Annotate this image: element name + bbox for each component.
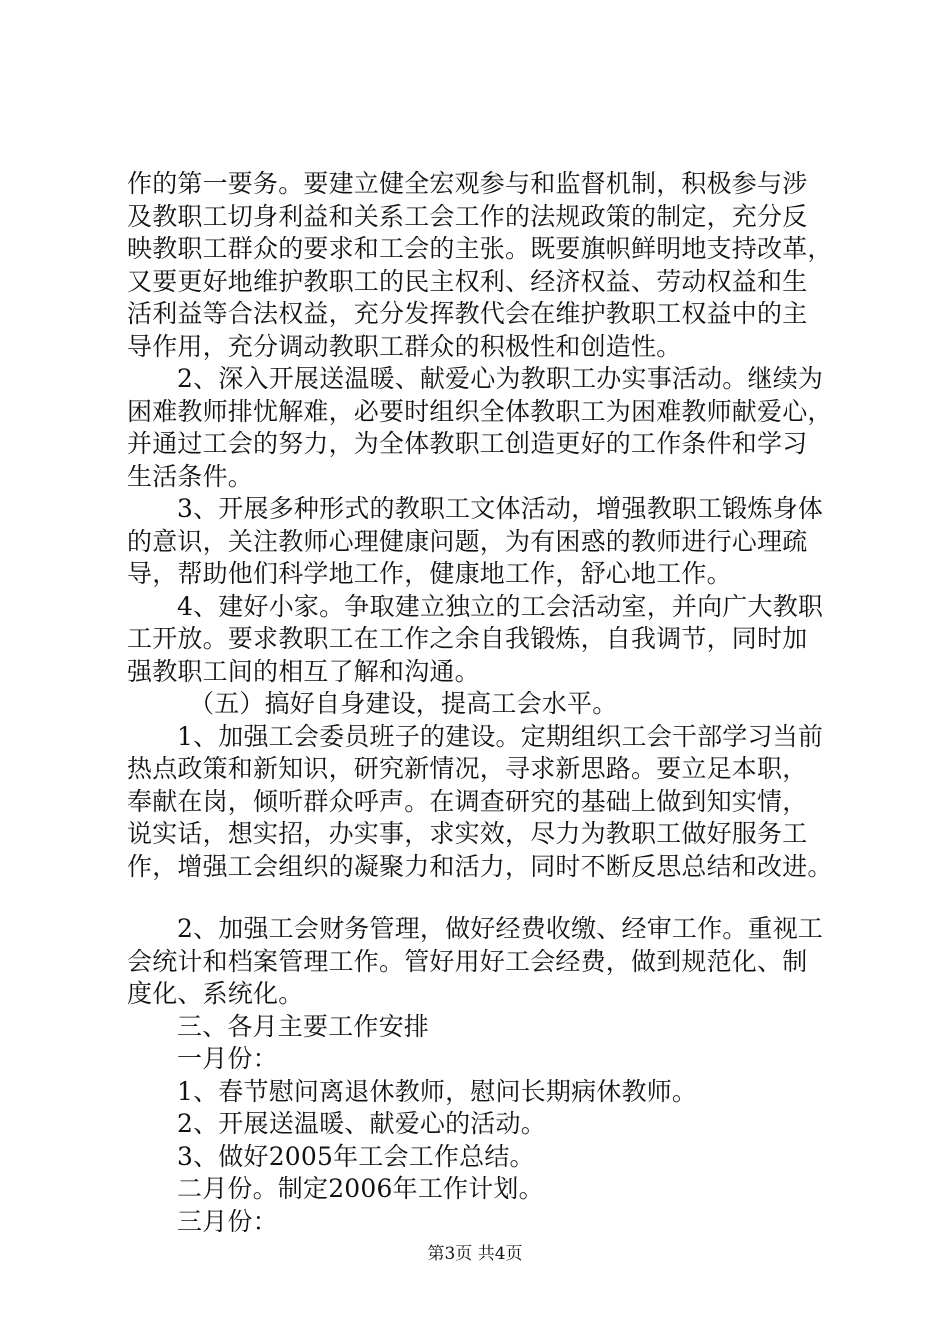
text-line: 作的第一要务。要建立健全宏观参与和监督机制，积极参与涉 (127, 169, 808, 198)
text-line: 活利益等合法权益，充分发挥教代会在维护教职工权益中的主 (127, 299, 808, 328)
page-footer (0, 1243, 950, 1265)
text-line: 映教职工群众的要求和工会的主张。既要旗帜鲜明地支持改革， (127, 234, 833, 263)
text-line: 及教职工切身利益和关系工会工作的法规政策的制定，充分反 (127, 201, 808, 231)
paragraph-gap (127, 883, 852, 913)
section-heading: （五）搞好自身建设，提高工会水平。 (189, 689, 618, 718)
page-number: 第3页 共4页 (427, 1244, 523, 1264)
text-line: 热点政策和新知识，研究新情况，寻求新思路。要立足本职， (127, 754, 808, 783)
text-line: 会统计和档案管理工作。管好用好工会经费，做到规范化、制 (127, 946, 808, 976)
paragraph-start-line: 3、开展多种形式的教职工文体活动，增强教职工锻炼身体 (177, 494, 824, 523)
text-line: 又要更好地维护教职工的民主权利、经济权益、劳动权益和生 (127, 266, 808, 296)
month-heading: 一月份： (177, 1044, 278, 1073)
paragraph-start-line: 2、加强工会财务管理，做好经费收缴、经审工作。重视工 (177, 914, 824, 943)
paragraph-start-line: 1、加强工会委员班子的建设。定期组织工会干部学习当前 (177, 721, 824, 751)
text-line: 并通过工会的努力，为全体教职工创造更好的工作条件和学习 (127, 429, 808, 458)
text-line: 工开放。要求教职工在工作之余自我锻炼，自我调节，同时加 (127, 624, 808, 653)
text-line: 作，增强工会组织的凝聚力和活力，同时不断反思总结和改进。 (127, 851, 833, 881)
paragraph-start-line: 2、深入开展送温暖、献爱心为教职工办实事活动。继续为 (177, 364, 824, 393)
list-item: 3、做好2005年工会工作总结。 (177, 1141, 535, 1171)
paragraph-start-line: 4、建好小家。争取建立独立的工会活动室，并向广大教职 (177, 591, 824, 621)
month-heading: 三月份： (177, 1206, 278, 1236)
text-line: 困难教师排忧解难，必要时组织全体教职工为困难教师献爱心， (127, 396, 833, 426)
text-line: 导，帮助他们科学地工作，健康地工作，舒心地工作。 (127, 559, 732, 588)
section-heading: 三、各月主要工作安排 (177, 1011, 430, 1041)
text-line: 生活条件。 (127, 461, 254, 491)
document-body (127, 168, 852, 1238)
text-line: 强教职工间的相互了解和沟通。 (127, 656, 480, 686)
month-heading: 二月份。制定2006年工作计划。 (177, 1174, 544, 1203)
text-line: 说实话，想实招，办实事，求实效，尽力为教职工做好服务工 (127, 819, 808, 848)
text-line: 奉献在岗，倾听群众呼声。在调查研究的基础上做到知实情， (127, 786, 808, 816)
text-line: 导作用，充分调动教职工群众的积极性和创造性。 (127, 331, 682, 361)
list-item: 2、开展送温暖、献爱心的活动。 (177, 1109, 546, 1138)
text-line: 度化、系统化。 (127, 979, 304, 1008)
list-item: 1、春节慰问离退休教师，慰问长期病休教师。 (177, 1076, 698, 1106)
text-line: 的意识，关注教师心理健康问题，为有困惑的教师进行心理疏 (127, 526, 808, 556)
